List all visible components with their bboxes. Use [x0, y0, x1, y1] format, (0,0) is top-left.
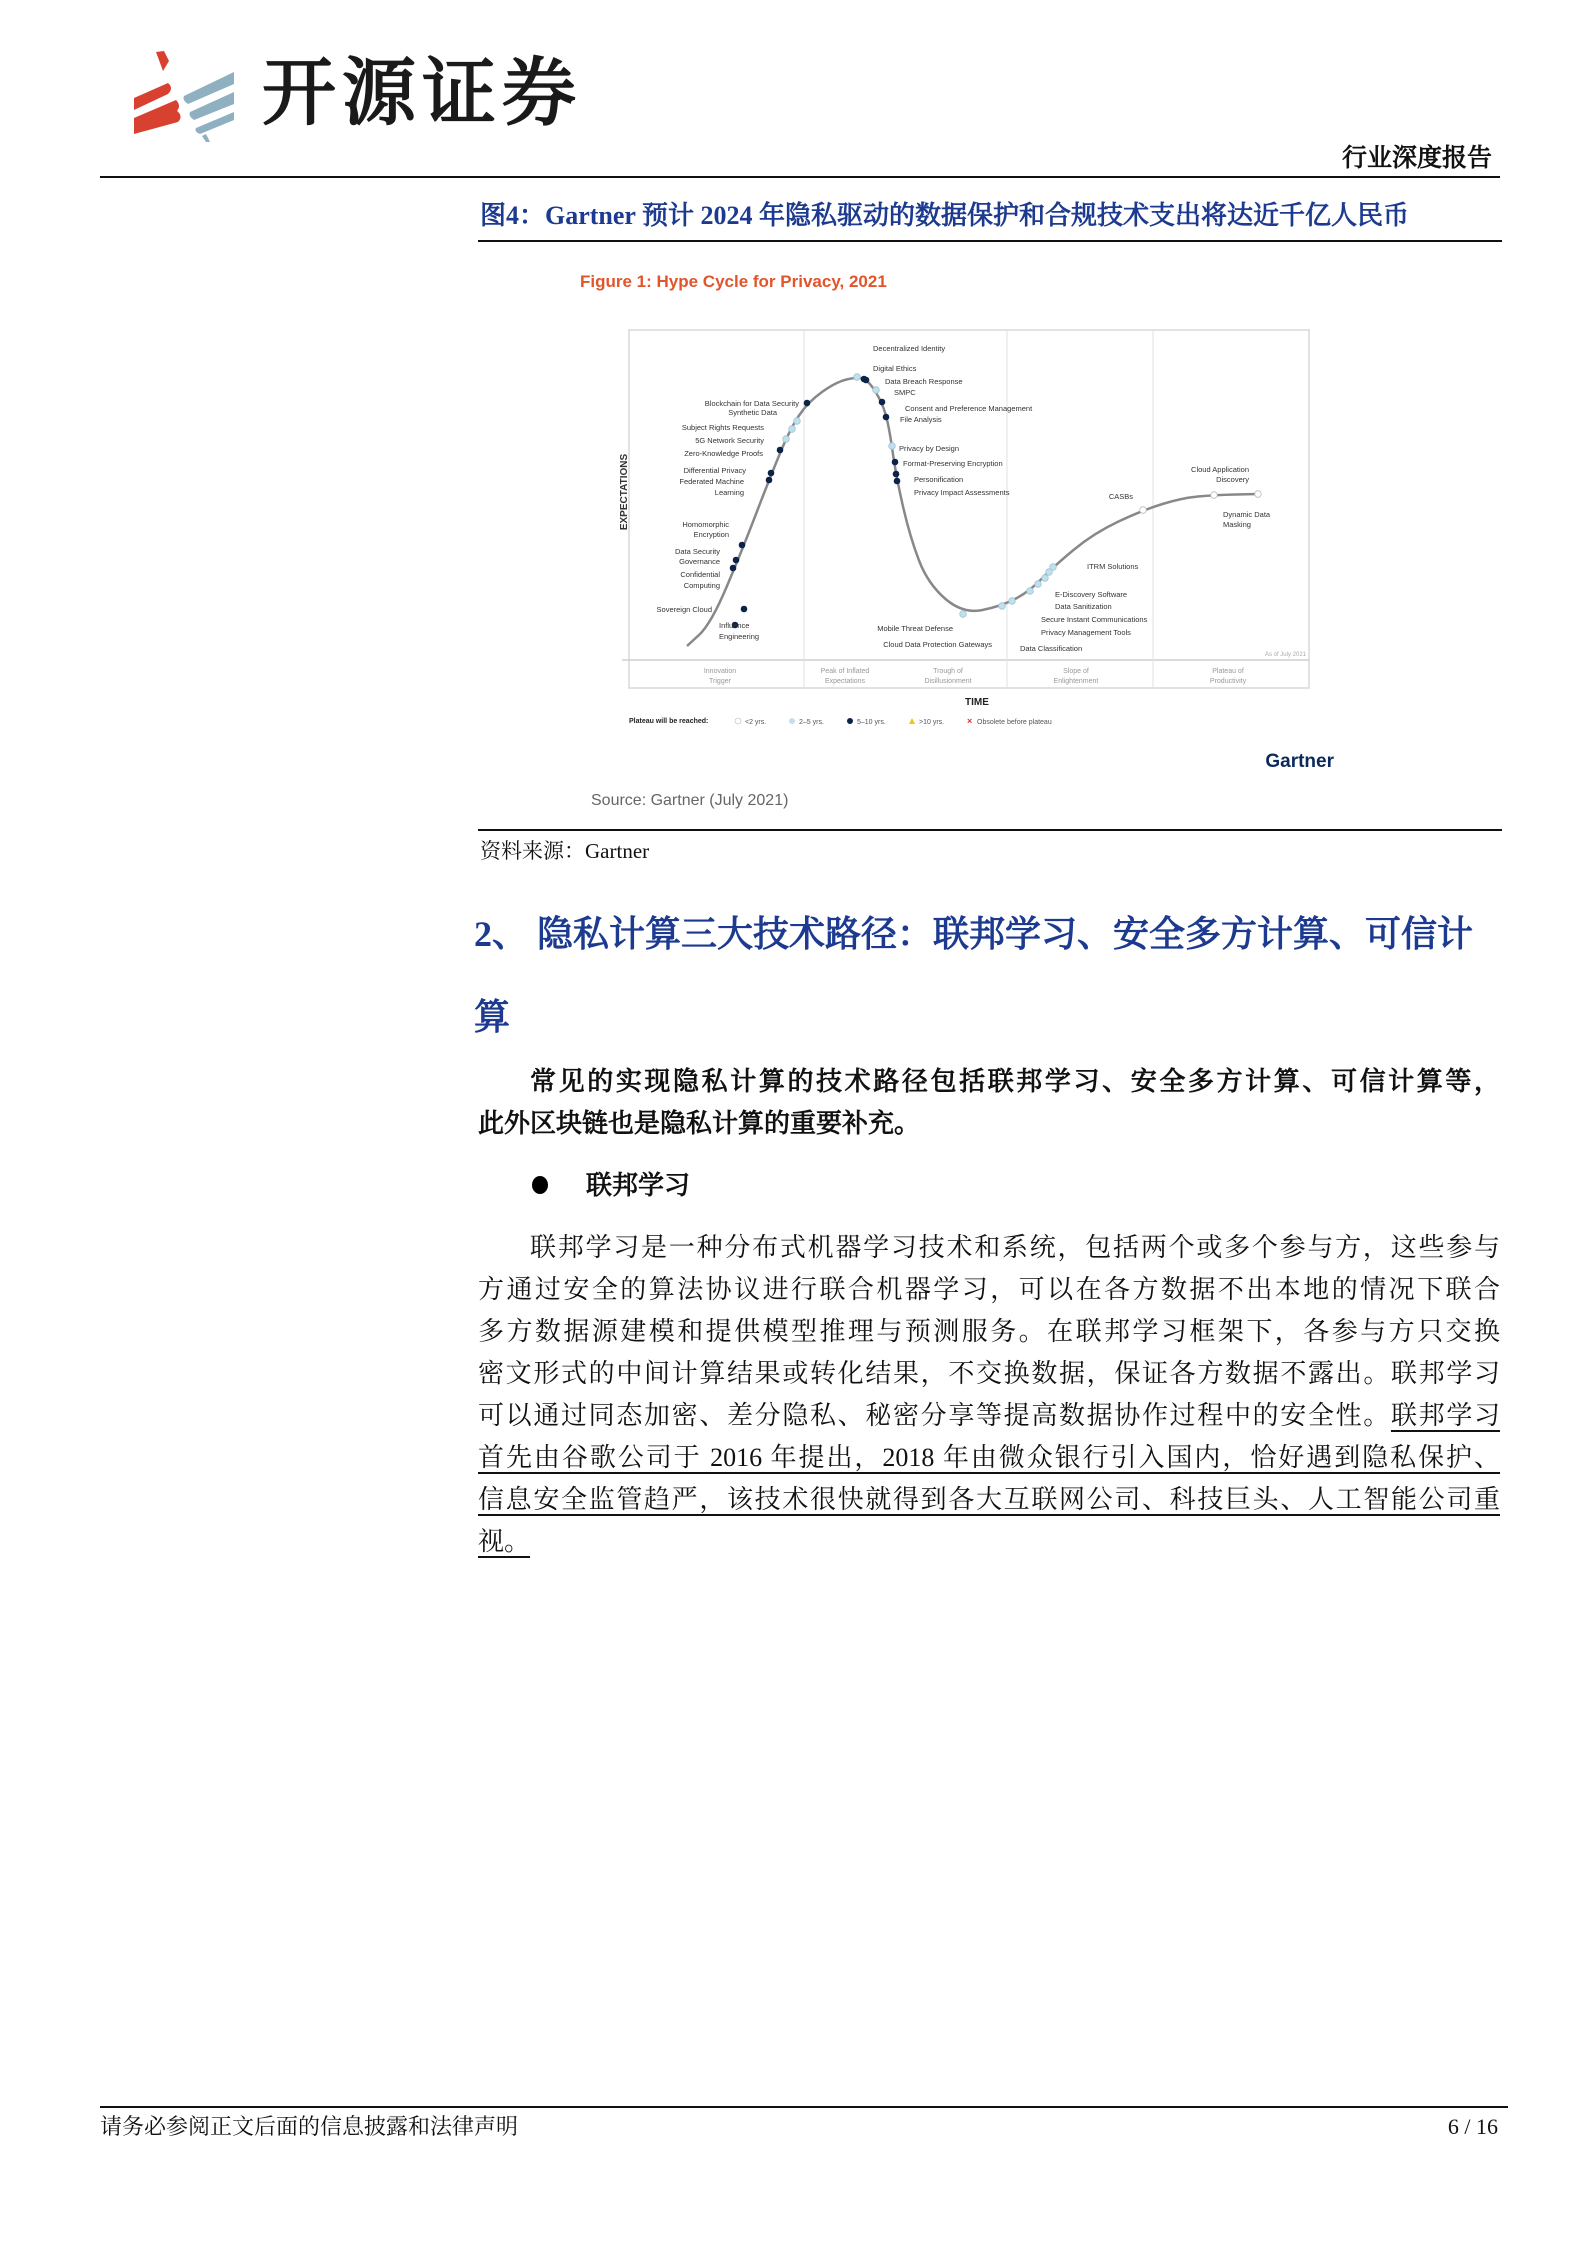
- as-of-label: As of July 2021: [1264, 652, 1306, 658]
- gartner-logo: Gartner: [1265, 751, 1334, 772]
- paragraph-text: 可以通过同态加密、差分隐私、秘密分享等提高数据协作过程中的安全性。: [478, 1401, 1391, 1430]
- technology-point: [877, 611, 966, 633]
- legend-item: [847, 718, 886, 726]
- report-type-label: 行业深度报告: [1341, 145, 1492, 172]
- technology-label: Zero-Knowledge Proofs: [684, 449, 763, 458]
- technology-point: [879, 399, 1033, 413]
- legend-title: Plateau will be reached:: [629, 718, 709, 725]
- technology-label: Engineering: [719, 632, 760, 641]
- paragraph-line: 联邦学习是一种分布式机器学习技术和系统，包括两个或多个参与方，这些参与: [530, 1233, 1500, 1262]
- technology-point: [854, 344, 946, 380]
- technology-dot: [777, 447, 784, 454]
- technology-dot: [1035, 581, 1042, 588]
- legend-triangle-icon: [909, 718, 915, 724]
- technology-dot: [1255, 491, 1262, 498]
- figure-bottom-divider: [478, 829, 1502, 831]
- technology-point: [728, 408, 800, 424]
- x-axis-label: TIME: [965, 697, 989, 708]
- technology-label: Computing: [683, 581, 720, 590]
- technology-label: Consent and Preference Management: [905, 404, 1033, 413]
- paragraph-line: 方通过安全的算法协议进行联合机器学习，可以在各方数据不出本地的情况下联合: [478, 1275, 1500, 1304]
- technology-label: Subject Rights Requests: [681, 423, 764, 432]
- technology-dot: [863, 377, 870, 384]
- technology-label: Data Sanitization: [1055, 602, 1112, 611]
- hype-cycle-figure: [560, 255, 1360, 825]
- legend-label: Obsolete before plateau: [977, 719, 1052, 726]
- technology-dot: [873, 387, 880, 394]
- technology-label: Masking: [1223, 520, 1251, 529]
- technology-label: Decentralized Identity: [873, 344, 946, 353]
- technology-point: [873, 387, 917, 397]
- intro-line: 此外区块链也是隐私计算的重要补充。: [478, 1109, 921, 1138]
- phase-label: Expectations: [824, 678, 866, 685]
- technology-dot: [879, 399, 886, 406]
- legend-label: >10 yrs.: [919, 719, 945, 726]
- technology-point: [682, 520, 745, 548]
- technology-dot: [1009, 598, 1016, 605]
- phase-label: Trough of: [933, 668, 963, 675]
- technology-label: Learning: [714, 488, 744, 497]
- technology-dot: [892, 459, 899, 466]
- technology-label: Mobile Threat Defense: [877, 624, 953, 633]
- technology-dot: [794, 418, 801, 425]
- technology-point: [1050, 562, 1139, 571]
- technology-dot: [893, 471, 900, 478]
- legend-item: [789, 718, 824, 726]
- page-number: 6 / 16: [1447, 2114, 1498, 2139]
- technology-label: Differential Privacy: [683, 466, 746, 475]
- phase-label: Enlightenment: [1053, 678, 1099, 685]
- technology-label: CASBs: [1108, 492, 1133, 501]
- legend-x-icon: ×: [967, 716, 973, 726]
- section-heading-continued: 算: [474, 997, 511, 1037]
- bullet-icon: [532, 1176, 548, 1194]
- technology-label: Influence: [719, 621, 750, 630]
- technology-dot: [783, 436, 790, 443]
- paragraph-line: 密文形式的中间计算结果或转化结果，不交换数据，保证各方数据不露出。联邦学习: [478, 1359, 1500, 1388]
- technology-label: ITRM Solutions: [1087, 562, 1139, 571]
- technology-dot: [960, 611, 967, 618]
- paragraph-line: [478, 1398, 1500, 1434]
- technology-label: Encryption: [693, 530, 729, 539]
- legend-dot-icon: [735, 718, 741, 724]
- phase-label: Innovation: [703, 668, 737, 675]
- technology-dot: [1042, 575, 1049, 582]
- section-heading: 2、 隐私计算三大技术路径：联邦学习、安全多方计算、可信计: [474, 914, 1474, 954]
- technology-point: [883, 414, 942, 424]
- technology-label: Secure Instant Communications: [1041, 615, 1148, 624]
- technology-label: Digital Ethics: [873, 364, 917, 373]
- brand-name: 开源证券: [262, 50, 582, 136]
- legend-item: [967, 716, 1052, 726]
- intro-line: 常见的实现隐私计算的技术路径包括联邦学习、安全多方计算、可信计算等，: [530, 1067, 1500, 1096]
- technology-point: [889, 443, 959, 453]
- figure-caption: 图4：Gartner 预计 2024 年隐私驱动的数据保护和合规技术支出将达近千亿人民币: [480, 201, 1409, 230]
- technology-dot: [999, 603, 1006, 610]
- legend-label: <2 yrs.: [745, 719, 767, 726]
- technology-point: [1042, 575, 1127, 599]
- disclaimer-note: 请务必参阅正文后面的信息披露和法律声明: [100, 2114, 519, 2139]
- technology-dot: [889, 443, 896, 450]
- legend-label: 5–10 yrs.: [857, 719, 886, 726]
- technology-dot: [894, 478, 901, 485]
- technology-label: Data Classification: [1020, 644, 1083, 653]
- technology-dot: [1027, 588, 1034, 595]
- technology-label: E-Discovery Software: [1055, 590, 1128, 599]
- figure-source: 资料来源：Gartner: [480, 839, 650, 863]
- technology-point: [675, 547, 739, 566]
- legend-item: [735, 718, 766, 726]
- technology-dot: [730, 565, 737, 572]
- footer-divider: [100, 2106, 1508, 2108]
- phase-label: Slope of: [1063, 668, 1089, 675]
- technology-label: Cloud Application: [1191, 465, 1249, 474]
- technology-label: 5G Network Security: [695, 436, 764, 445]
- paragraph-line: 多方数据源建模和提供模型推理与预测服务。在联邦学习框架下，各参与方只交换: [478, 1317, 1500, 1346]
- technology-dot: [733, 557, 740, 564]
- technology-point: [719, 621, 759, 641]
- technology-dot: [766, 477, 773, 484]
- technology-label: Privacy Management Tools: [1041, 628, 1131, 637]
- caption-divider: [478, 240, 1502, 242]
- technology-point: [1223, 491, 1271, 529]
- technology-label: Synthetic Data: [728, 408, 777, 417]
- phase-label: Trigger: [709, 678, 731, 685]
- technology-label: SMPC: [894, 388, 916, 397]
- technology-dot: [789, 426, 796, 433]
- technology-label: Blockchain for Data Security: [704, 399, 799, 408]
- technology-dot: [854, 374, 861, 381]
- technology-label: Sovereign Cloud: [656, 605, 712, 614]
- underlined-text: 联邦学习: [1390, 1401, 1500, 1430]
- technology-label: Homomorphic: [682, 520, 729, 529]
- phase-label: Productivity: [1209, 678, 1247, 685]
- y-axis-label: EXPECTATIONS: [619, 453, 630, 531]
- image-source: Source: Gartner (July 2021): [591, 792, 789, 809]
- figure-image-title: Figure 1: Hype Cycle for Privacy, 2021: [580, 272, 887, 291]
- technology-label: Privacy Impact Assessments: [914, 488, 1010, 497]
- bullet-heading: 联邦学习: [586, 1171, 691, 1200]
- technology-label: Discovery: [1216, 475, 1249, 484]
- technology-dot: [741, 606, 748, 613]
- technology-label: Dynamic Data: [1223, 510, 1271, 519]
- technology-dot: [1211, 492, 1218, 499]
- technology-label: Governance: [679, 557, 720, 566]
- technology-label: Cloud Data Protection Gateways: [883, 640, 992, 649]
- technology-point: [863, 377, 963, 386]
- phase-label: Peak of Inflated: [820, 668, 870, 675]
- technology-point: [657, 605, 748, 614]
- technology-dot: [1050, 564, 1057, 571]
- technology-label: Personification: [914, 475, 964, 484]
- logo-mark-icon: [132, 50, 242, 142]
- technology-dot: [883, 414, 890, 421]
- phase-label: Disillusionment: [924, 678, 972, 685]
- technology-label: Data Breach Response: [885, 377, 963, 386]
- technology-label: Confidential: [680, 570, 720, 579]
- underlined-line: 信息安全监管趋严，该技术很快就得到各大互联网公司、科技巨头、人工智能公司重: [478, 1485, 1500, 1514]
- technology-label: Federated Machine: [679, 477, 744, 486]
- legend-dot-icon: [847, 718, 853, 724]
- technology-point: [684, 447, 783, 458]
- underlined-line: 视。: [478, 1527, 531, 1556]
- technology-point: [1109, 492, 1146, 513]
- legend-item: [909, 718, 944, 726]
- phase-label: Plateau of: [1212, 668, 1244, 675]
- technology-point: [679, 477, 772, 497]
- technology-dot: [804, 400, 811, 407]
- technology-point: [893, 471, 964, 484]
- technology-point: [682, 423, 795, 432]
- technology-point: [695, 436, 789, 445]
- technology-label: Format-Preserving Encryption: [903, 459, 1003, 468]
- hype-curve: [687, 378, 1258, 646]
- header-divider: [100, 176, 1500, 178]
- technology-point: [684, 466, 775, 476]
- technology-dot: [739, 542, 746, 549]
- technology-point: [892, 459, 1003, 468]
- legend-label: 2–5 yrs.: [799, 719, 824, 726]
- technology-label: File Analysis: [900, 415, 942, 424]
- technology-dot: [1140, 507, 1147, 514]
- technology-label: Data Security: [674, 547, 720, 556]
- technology-label: Privacy by Design: [899, 444, 960, 453]
- technology-dot: [768, 470, 775, 477]
- underlined-line: 首先由谷歌公司于 2016 年提出，2018 年由微众银行引入国内，恰好遇到隐私保护、: [478, 1443, 1500, 1472]
- technology-point: [705, 399, 811, 408]
- legend-dot-icon: [789, 718, 795, 724]
